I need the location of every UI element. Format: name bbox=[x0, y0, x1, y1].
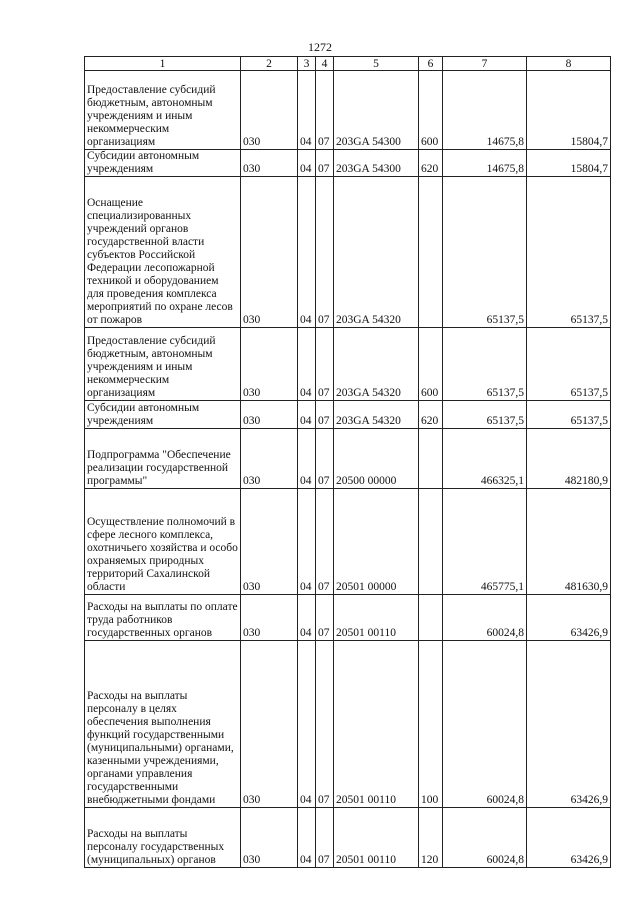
admin-code: 030 bbox=[241, 595, 298, 641]
target-article-code: 20501 00110 bbox=[334, 641, 419, 808]
target-article-code: 20500 00000 bbox=[334, 429, 419, 489]
subsection-code: 07 bbox=[316, 71, 334, 150]
table-row bbox=[85, 150, 611, 177]
section-code: 04 bbox=[298, 641, 316, 808]
row-name: Расходы на выплаты персоналу в целях обеспечения выполнения функций государственными (муниципальными) органами, казенными учреждениями, органами управления государственными внебюджетными фондами bbox=[85, 641, 241, 808]
amount-year-2: 65137,5 bbox=[527, 328, 611, 401]
row-name: Предоставление субсидий бюджетным, автономным учреждениям и иным некоммерческим организациям bbox=[85, 328, 241, 401]
amount-year-1: 60024,8 bbox=[443, 808, 527, 868]
amount-year-2: 63426,9 bbox=[527, 808, 611, 868]
header-col-8: 8 bbox=[527, 57, 611, 71]
row-name: Предоставление субсидий бюджетным, автономным учреждениям и иным некоммерческим организациям bbox=[85, 71, 241, 150]
target-article-code: 203GA 54300 bbox=[334, 150, 419, 177]
expense-type-code bbox=[419, 177, 443, 328]
admin-code: 030 bbox=[241, 328, 298, 401]
target-article-code: 20501 00110 bbox=[334, 808, 419, 868]
expense-type-code: 600 bbox=[419, 71, 443, 150]
amount-year-1: 60024,8 bbox=[443, 641, 527, 808]
table-row bbox=[85, 595, 611, 641]
table-row bbox=[85, 401, 611, 429]
admin-code: 030 bbox=[241, 71, 298, 150]
amount-year-1: 60024,8 bbox=[443, 595, 527, 641]
admin-code: 030 bbox=[241, 489, 298, 595]
target-article-code: 203GA 54320 bbox=[334, 177, 419, 328]
expense-type-code: 120 bbox=[419, 808, 443, 868]
amount-year-1: 14675,8 bbox=[443, 150, 527, 177]
row-name: Расходы на выплаты по оплате труда работников государственных органов bbox=[85, 595, 241, 641]
section-code: 04 bbox=[298, 808, 316, 868]
amount-year-2: 63426,9 bbox=[527, 595, 611, 641]
amount-year-1: 466325,1 bbox=[443, 429, 527, 489]
expense-type-code bbox=[419, 489, 443, 595]
section-code: 04 bbox=[298, 489, 316, 595]
amount-year-1: 14675,8 bbox=[443, 71, 527, 150]
expense-type-code: 620 bbox=[419, 150, 443, 177]
admin-code: 030 bbox=[241, 401, 298, 429]
table-row bbox=[85, 641, 611, 808]
header-row bbox=[85, 57, 611, 71]
amount-year-2: 15804,7 bbox=[527, 71, 611, 150]
section-code: 04 bbox=[298, 328, 316, 401]
amount-year-1: 65137,5 bbox=[443, 401, 527, 429]
target-article-code: 20501 00110 bbox=[334, 595, 419, 641]
amount-year-1: 65137,5 bbox=[443, 328, 527, 401]
expense-type-code bbox=[419, 595, 443, 641]
amount-year-2: 482180,9 bbox=[527, 429, 611, 489]
header-col-7: 7 bbox=[443, 57, 527, 71]
amount-year-1: 65137,5 bbox=[443, 177, 527, 328]
subsection-code: 07 bbox=[316, 177, 334, 328]
section-code: 04 bbox=[298, 401, 316, 429]
amount-year-2: 65137,5 bbox=[527, 401, 611, 429]
page-number: 1272 bbox=[308, 40, 332, 54]
subsection-code: 07 bbox=[316, 429, 334, 489]
target-article-code: 203GA 54320 bbox=[334, 328, 419, 401]
header-col-2: 2 bbox=[241, 57, 298, 71]
table-row bbox=[85, 429, 611, 489]
expense-type-code: 600 bbox=[419, 328, 443, 401]
admin-code: 030 bbox=[241, 641, 298, 808]
subsection-code: 07 bbox=[316, 401, 334, 429]
table-row bbox=[85, 489, 611, 595]
section-code: 04 bbox=[298, 429, 316, 489]
table-row bbox=[85, 177, 611, 328]
expense-type-code: 620 bbox=[419, 401, 443, 429]
admin-code: 030 bbox=[241, 429, 298, 489]
admin-code: 030 bbox=[241, 808, 298, 868]
subsection-code: 07 bbox=[316, 328, 334, 401]
section-code: 04 bbox=[298, 71, 316, 150]
section-code: 04 bbox=[298, 177, 316, 328]
target-article-code: 203GA 54300 bbox=[334, 71, 419, 150]
amount-year-2: 15804,7 bbox=[527, 150, 611, 177]
row-name: Субсидии автономным учреждениям bbox=[85, 401, 241, 429]
row-name: Оснащение специализированных учреждений органов государственной власти субъектов Российской Федерации лесопожарной техникой и оборудованием для проведения комплекса мероприятий по охране лесов от пожаров bbox=[85, 177, 241, 328]
section-code: 04 bbox=[298, 150, 316, 177]
subsection-code: 07 bbox=[316, 489, 334, 595]
admin-code: 030 bbox=[241, 177, 298, 328]
expense-type-code bbox=[419, 429, 443, 489]
amount-year-1: 465775,1 bbox=[443, 489, 527, 595]
header-col-5: 5 bbox=[334, 57, 419, 71]
expense-type-code: 100 bbox=[419, 641, 443, 808]
row-name: Осуществление полномочий в сфере лесного комплекса, охотничьего хозяйства и особо охраняемых природных территорий Сахалинской области bbox=[85, 489, 241, 595]
target-article-code: 203GA 54320 bbox=[334, 401, 419, 429]
section-code: 04 bbox=[298, 595, 316, 641]
table-row bbox=[85, 328, 611, 401]
header-col-3: 3 bbox=[298, 57, 316, 71]
subsection-code: 07 bbox=[316, 808, 334, 868]
subsection-code: 07 bbox=[316, 150, 334, 177]
admin-code: 030 bbox=[241, 150, 298, 177]
header-col-6: 6 bbox=[419, 57, 443, 71]
subsection-code: 07 bbox=[316, 595, 334, 641]
amount-year-2: 65137,5 bbox=[527, 177, 611, 328]
header-col-1: 1 bbox=[85, 57, 241, 71]
amount-year-2: 481630,9 bbox=[527, 489, 611, 595]
row-name: Подпрограмма "Обеспечение реализации государственной программы" bbox=[85, 429, 241, 489]
row-name: Расходы на выплаты персоналу государственных (муниципальных) органов bbox=[85, 808, 241, 868]
header-col-4: 4 bbox=[316, 57, 334, 71]
target-article-code: 20501 00000 bbox=[334, 489, 419, 595]
row-name: Субсидии автономным учреждениям bbox=[85, 150, 241, 177]
budget-table bbox=[84, 56, 611, 868]
amount-year-2: 63426,9 bbox=[527, 641, 611, 808]
table-row bbox=[85, 71, 611, 150]
table-row bbox=[85, 808, 611, 868]
subsection-code: 07 bbox=[316, 641, 334, 808]
